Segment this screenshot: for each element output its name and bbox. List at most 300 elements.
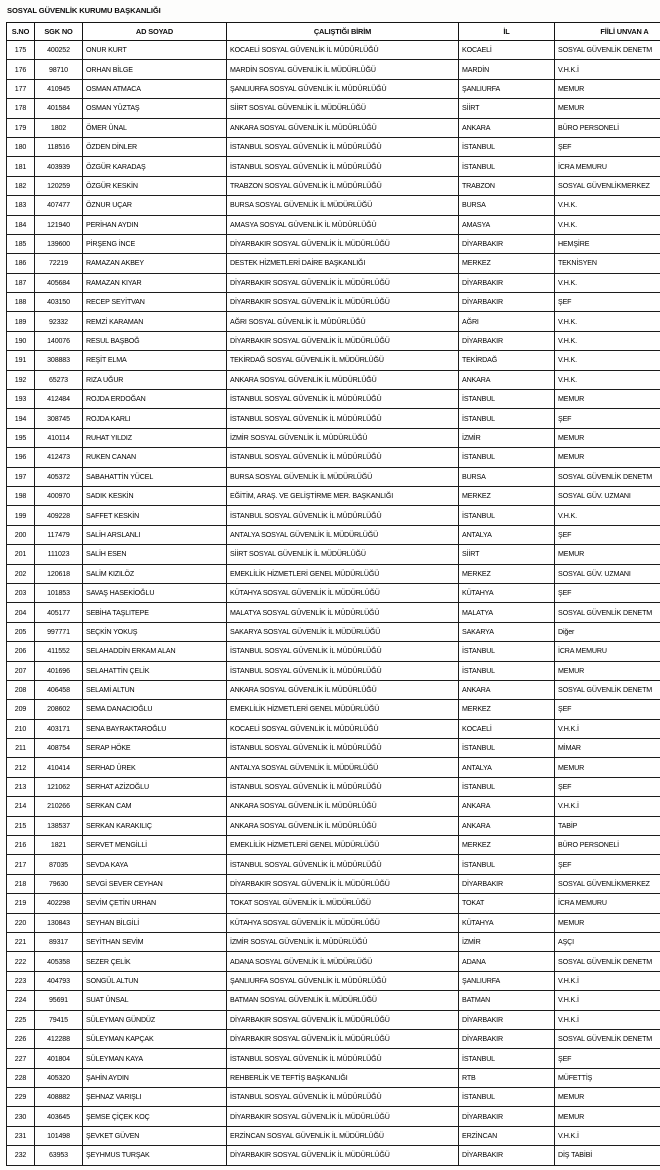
cell-ad-soyad: SÜLEYMAN KAYA bbox=[83, 1049, 227, 1068]
cell-fiili-unvan: BÜRO PERSONELİ bbox=[555, 118, 660, 137]
cell-ad-soyad: SEZER ÇELİK bbox=[83, 952, 227, 971]
cell-ad-soyad: RECEP SEYİTVAN bbox=[83, 293, 227, 312]
column-header-ad-soyad: AD SOYAD bbox=[83, 23, 227, 41]
cell-sno: 188 bbox=[7, 293, 35, 312]
cell-calistigi-birim: AMASYA SOSYAL GÜVENLİK İL MÜDÜRLÜĞÜ bbox=[227, 215, 459, 234]
cell-sgk-no: 210266 bbox=[35, 797, 83, 816]
cell-sgk-no: 403939 bbox=[35, 157, 83, 176]
table-row bbox=[7, 312, 660, 331]
cell-calistigi-birim: TEKİRDAĞ SOSYAL GÜVENLİK İL MÜDÜRLÜĞÜ bbox=[227, 351, 459, 370]
cell-calistigi-birim: ADANA SOSYAL GÜVENLİK İL MÜDÜRLÜĞÜ bbox=[227, 952, 459, 971]
cell-sgk-no: 401804 bbox=[35, 1049, 83, 1068]
cell-calistigi-birim: TRABZON SOSYAL GÜVENLİK İL MÜDÜRLÜĞÜ bbox=[227, 176, 459, 195]
cell-fiili-unvan: V.H.K. bbox=[555, 331, 660, 350]
cell-calistigi-birim: KÜTAHYA SOSYAL GÜVENLİK İL MÜDÜRLÜĞÜ bbox=[227, 913, 459, 932]
table-row bbox=[7, 79, 660, 98]
cell-calistigi-birim: TOKAT SOSYAL GÜVENLİK İL MÜDÜRLÜĞÜ bbox=[227, 894, 459, 913]
cell-calistigi-birim: İSTANBUL SOSYAL GÜVENLİK İL MÜDÜRLÜĞÜ bbox=[227, 390, 459, 409]
cell-fiili-unvan: V.H.K.İ bbox=[555, 719, 660, 738]
cell-calistigi-birim: DESTEK HİZMETLERİ DAİRE BAŞKANLIĞI bbox=[227, 254, 459, 273]
cell-calistigi-birim: İSTANBUL SOSYAL GÜVENLİK İL MÜDÜRLÜĞÜ bbox=[227, 157, 459, 176]
cell-calistigi-birim: DİYARBAKIR SOSYAL GÜVENLİK İL MÜDÜRLÜĞÜ bbox=[227, 1107, 459, 1126]
cell-ad-soyad: SERHAT AZİZOĞLU bbox=[83, 777, 227, 796]
cell-sno: 215 bbox=[7, 816, 35, 835]
cell-ad-soyad: ŞEHNAZ VARIŞLI bbox=[83, 1088, 227, 1107]
cell-il: DİYARBAKIR bbox=[459, 331, 555, 350]
cell-ad-soyad: ŞEVKET GÜVEN bbox=[83, 1126, 227, 1145]
cell-il: İSTANBUL bbox=[459, 739, 555, 758]
cell-sno: 208 bbox=[7, 680, 35, 699]
cell-sno: 196 bbox=[7, 448, 35, 467]
cell-sgk-no: 101498 bbox=[35, 1126, 83, 1145]
cell-ad-soyad: SERHAD ÜREK bbox=[83, 758, 227, 777]
table-row bbox=[7, 525, 660, 544]
cell-fiili-unvan: Diğer bbox=[555, 622, 660, 641]
cell-calistigi-birim: BATMAN SOSYAL GÜVENLİK İL MÜDÜRLÜĞÜ bbox=[227, 991, 459, 1010]
cell-fiili-unvan: AŞÇI bbox=[555, 932, 660, 951]
table-row bbox=[7, 545, 660, 564]
cell-calistigi-birim: İSTANBUL SOSYAL GÜVENLİK İL MÜDÜRLÜĞÜ bbox=[227, 739, 459, 758]
cell-sno: 189 bbox=[7, 312, 35, 331]
cell-sno: 225 bbox=[7, 1010, 35, 1029]
cell-ad-soyad: SALİM KIZILÖZ bbox=[83, 564, 227, 583]
table-row bbox=[7, 836, 660, 855]
cell-ad-soyad: RIZA UĞUR bbox=[83, 370, 227, 389]
cell-sno: 216 bbox=[7, 836, 35, 855]
cell-ad-soyad: PİRŞENG İNCE bbox=[83, 234, 227, 253]
cell-ad-soyad: RUHAT YILDIZ bbox=[83, 428, 227, 447]
personnel-table-body bbox=[7, 41, 660, 1166]
cell-sno: 185 bbox=[7, 234, 35, 253]
cell-ad-soyad: ŞEMSE ÇİÇEK KOÇ bbox=[83, 1107, 227, 1126]
table-row bbox=[7, 816, 660, 835]
table-row bbox=[7, 176, 660, 195]
table-row bbox=[7, 855, 660, 874]
cell-calistigi-birim: İSTANBUL SOSYAL GÜVENLİK İL MÜDÜRLÜĞÜ bbox=[227, 1088, 459, 1107]
cell-sno: 179 bbox=[7, 118, 35, 137]
cell-sgk-no: 1821 bbox=[35, 836, 83, 855]
cell-il: TRABZON bbox=[459, 176, 555, 195]
cell-ad-soyad: SERKAN CAM bbox=[83, 797, 227, 816]
table-row bbox=[7, 991, 660, 1010]
cell-ad-soyad: SÜLEYMAN KAPÇAK bbox=[83, 1029, 227, 1048]
cell-ad-soyad: SEVGİ SEVER CEYHAN bbox=[83, 874, 227, 893]
cell-sno: 187 bbox=[7, 273, 35, 292]
table-row bbox=[7, 739, 660, 758]
cell-sgk-no: 308883 bbox=[35, 351, 83, 370]
cell-calistigi-birim: REHBERLİK VE TEFTİŞ BAŞKANLIĞI bbox=[227, 1068, 459, 1087]
cell-fiili-unvan: TEKNİSYEN bbox=[555, 254, 660, 273]
cell-il: İSTANBUL bbox=[459, 642, 555, 661]
cell-ad-soyad: SEÇKİN YOKUŞ bbox=[83, 622, 227, 641]
cell-il: MERKEZ bbox=[459, 564, 555, 583]
cell-ad-soyad: OSMAN ATMACA bbox=[83, 79, 227, 98]
cell-fiili-unvan: ŞEF bbox=[555, 525, 660, 544]
cell-sgk-no: 401696 bbox=[35, 661, 83, 680]
table-row bbox=[7, 331, 660, 350]
cell-sgk-no: 118516 bbox=[35, 137, 83, 156]
cell-sno: 178 bbox=[7, 99, 35, 118]
cell-sno: 223 bbox=[7, 971, 35, 990]
table-row bbox=[7, 273, 660, 292]
document-title: SOSYAL GÜVENLİK KURUMU BAŞKANLIĞI bbox=[7, 6, 161, 15]
cell-fiili-unvan: ŞEF bbox=[555, 293, 660, 312]
cell-il: ANKARA bbox=[459, 797, 555, 816]
cell-fiili-unvan: MEMUR bbox=[555, 758, 660, 777]
cell-sno: 211 bbox=[7, 739, 35, 758]
table-row bbox=[7, 583, 660, 602]
cell-fiili-unvan: MEMUR bbox=[555, 448, 660, 467]
cell-ad-soyad: ÖZGÜR KESKİN bbox=[83, 176, 227, 195]
cell-calistigi-birim: SİİRT SOSYAL GÜVENLİK İL MÜDÜRLÜĞÜ bbox=[227, 545, 459, 564]
column-header-sgk-no: SGK NO bbox=[35, 23, 83, 41]
cell-ad-soyad: SEYİTHAN SEVİM bbox=[83, 932, 227, 951]
cell-calistigi-birim: ERZİNCAN SOSYAL GÜVENLİK İL MÜDÜRLÜĞÜ bbox=[227, 1126, 459, 1145]
cell-calistigi-birim: DİYARBAKIR SOSYAL GÜVENLİK İL MÜDÜRLÜĞÜ bbox=[227, 234, 459, 253]
cell-sno: 209 bbox=[7, 700, 35, 719]
cell-fiili-unvan: TABİP bbox=[555, 816, 660, 835]
cell-fiili-unvan: MEMUR bbox=[555, 661, 660, 680]
cell-sno: 217 bbox=[7, 855, 35, 874]
cell-sno: 183 bbox=[7, 196, 35, 215]
cell-fiili-unvan: SOSYAL GÜVENLİK DENETM bbox=[555, 1029, 660, 1048]
cell-sno: 195 bbox=[7, 428, 35, 447]
cell-il: ANKARA bbox=[459, 680, 555, 699]
table-row bbox=[7, 642, 660, 661]
column-header-calistigi-birim: ÇALIŞTIĞI BİRİM bbox=[227, 23, 459, 41]
cell-sno: 206 bbox=[7, 642, 35, 661]
cell-il: İSTANBUL bbox=[459, 661, 555, 680]
cell-sgk-no: 410945 bbox=[35, 79, 83, 98]
cell-il: İSTANBUL bbox=[459, 409, 555, 428]
cell-ad-soyad: RAMAZAN KIYAR bbox=[83, 273, 227, 292]
cell-fiili-unvan: V.H.K.İ bbox=[555, 971, 660, 990]
cell-ad-soyad: ÖZNUR UÇAR bbox=[83, 196, 227, 215]
cell-sgk-no: 87035 bbox=[35, 855, 83, 874]
table-row bbox=[7, 1010, 660, 1029]
cell-sno: 197 bbox=[7, 467, 35, 486]
cell-sno: 202 bbox=[7, 564, 35, 583]
cell-sgk-no: 400970 bbox=[35, 486, 83, 505]
cell-sno: 194 bbox=[7, 409, 35, 428]
cell-sno: 222 bbox=[7, 952, 35, 971]
cell-sgk-no: 95691 bbox=[35, 991, 83, 1010]
cell-ad-soyad: ÖMER ÜNAL bbox=[83, 118, 227, 137]
cell-fiili-unvan: V.H.K. bbox=[555, 506, 660, 525]
cell-sgk-no: 405684 bbox=[35, 273, 83, 292]
cell-calistigi-birim: DİYARBAKIR SOSYAL GÜVENLİK İL MÜDÜRLÜĞÜ bbox=[227, 331, 459, 350]
cell-calistigi-birim: İSTANBUL SOSYAL GÜVENLİK İL MÜDÜRLÜĞÜ bbox=[227, 855, 459, 874]
cell-calistigi-birim: İSTANBUL SOSYAL GÜVENLİK İL MÜDÜRLÜĞÜ bbox=[227, 137, 459, 156]
cell-sgk-no: 121940 bbox=[35, 215, 83, 234]
cell-sgk-no: 412484 bbox=[35, 390, 83, 409]
cell-il: MERKEZ bbox=[459, 486, 555, 505]
cell-fiili-unvan: İCRA MEMURU bbox=[555, 642, 660, 661]
cell-sno: 204 bbox=[7, 603, 35, 622]
table-row bbox=[7, 680, 660, 699]
table-row bbox=[7, 1029, 660, 1048]
table-row bbox=[7, 1126, 660, 1145]
cell-calistigi-birim: İSTANBUL SOSYAL GÜVENLİK İL MÜDÜRLÜĞÜ bbox=[227, 506, 459, 525]
cell-il: MERKEZ bbox=[459, 254, 555, 273]
personnel-table bbox=[6, 22, 660, 1166]
table-row bbox=[7, 196, 660, 215]
cell-calistigi-birim: DİYARBAKIR SOSYAL GÜVENLİK İL MÜDÜRLÜĞÜ bbox=[227, 1029, 459, 1048]
cell-sno: 213 bbox=[7, 777, 35, 796]
cell-calistigi-birim: ANTALYA SOSYAL GÜVENLİK İL MÜDÜRLÜĞÜ bbox=[227, 758, 459, 777]
cell-calistigi-birim: ANKARA SOSYAL GÜVENLİK İL MÜDÜRLÜĞÜ bbox=[227, 680, 459, 699]
cell-calistigi-birim: ANKARA SOSYAL GÜVENLİK İL MÜDÜRLÜĞÜ bbox=[227, 816, 459, 835]
cell-il: İSTANBUL bbox=[459, 855, 555, 874]
cell-ad-soyad: ŞEYHMUS TURŞAK bbox=[83, 1146, 227, 1165]
cell-sgk-no: 72219 bbox=[35, 254, 83, 273]
cell-il: İZMİR bbox=[459, 932, 555, 951]
cell-sgk-no: 120259 bbox=[35, 176, 83, 195]
cell-fiili-unvan: SOSYAL GÜVENLİK DENETM bbox=[555, 467, 660, 486]
cell-ad-soyad: SEVİM ÇETİN URHAN bbox=[83, 894, 227, 913]
cell-calistigi-birim: İSTANBUL SOSYAL GÜVENLİK İL MÜDÜRLÜĞÜ bbox=[227, 777, 459, 796]
cell-calistigi-birim: İSTANBUL SOSYAL GÜVENLİK İL MÜDÜRLÜĞÜ bbox=[227, 448, 459, 467]
cell-ad-soyad: REŞİT ELMA bbox=[83, 351, 227, 370]
cell-il: SİİRT bbox=[459, 545, 555, 564]
table-row bbox=[7, 1107, 660, 1126]
cell-sno: 224 bbox=[7, 991, 35, 1010]
cell-il: DİYARBAKIR bbox=[459, 1107, 555, 1126]
cell-ad-soyad: RESUL BAŞBOĞ bbox=[83, 331, 227, 350]
cell-il: DİYARBAKIR bbox=[459, 293, 555, 312]
cell-fiili-unvan: V.H.K. bbox=[555, 196, 660, 215]
cell-sgk-no: 1802 bbox=[35, 118, 83, 137]
cell-fiili-unvan: SOSYAL GÜVENLİK DENETM bbox=[555, 952, 660, 971]
cell-ad-soyad: SERAP HÖKE bbox=[83, 739, 227, 758]
table-row bbox=[7, 506, 660, 525]
cell-ad-soyad: SEBİHA TAŞLITEPE bbox=[83, 603, 227, 622]
cell-sgk-no: 402298 bbox=[35, 894, 83, 913]
table-row bbox=[7, 1088, 660, 1107]
cell-calistigi-birim: MALATYA SOSYAL GÜVENLİK İL MÜDÜRLÜĞÜ bbox=[227, 603, 459, 622]
cell-sgk-no: 405320 bbox=[35, 1068, 83, 1087]
cell-fiili-unvan: SOSYAL GÜVENLİK DENETM bbox=[555, 603, 660, 622]
cell-ad-soyad: SALİH ARSLANLI bbox=[83, 525, 227, 544]
cell-fiili-unvan: MİMAR bbox=[555, 739, 660, 758]
cell-il: DİYARBAKIR bbox=[459, 234, 555, 253]
cell-calistigi-birim: ŞANLIURFA SOSYAL GÜVENLİK İL MÜDÜRLÜĞÜ bbox=[227, 971, 459, 990]
cell-calistigi-birim: ANKARA SOSYAL GÜVENLİK İL MÜDÜRLÜĞÜ bbox=[227, 370, 459, 389]
cell-ad-soyad: ÖZDEN DİNLER bbox=[83, 137, 227, 156]
cell-calistigi-birim: EMEKLİLİK HİZMETLERİ GENEL MÜDÜRLÜĞÜ bbox=[227, 700, 459, 719]
cell-fiili-unvan: HEMŞİRE bbox=[555, 234, 660, 253]
cell-sno: 227 bbox=[7, 1049, 35, 1068]
cell-il: SAKARYA bbox=[459, 622, 555, 641]
cell-ad-soyad: SELAHADDİN ERKAM ALAN bbox=[83, 642, 227, 661]
cell-sno: 177 bbox=[7, 79, 35, 98]
cell-sgk-no: 98710 bbox=[35, 60, 83, 79]
cell-sgk-no: 400252 bbox=[35, 41, 83, 60]
cell-fiili-unvan: İCRA MEMURU bbox=[555, 894, 660, 913]
cell-fiili-unvan: V.H.K.İ bbox=[555, 1126, 660, 1145]
cell-calistigi-birim: ANTALYA SOSYAL GÜVENLİK İL MÜDÜRLÜĞÜ bbox=[227, 525, 459, 544]
cell-fiili-unvan: MEMUR bbox=[555, 913, 660, 932]
table-row bbox=[7, 118, 660, 137]
cell-calistigi-birim: DİYARBAKIR SOSYAL GÜVENLİK İL MÜDÜRLÜĞÜ bbox=[227, 293, 459, 312]
cell-sno: 212 bbox=[7, 758, 35, 777]
cell-calistigi-birim: KÜTAHYA SOSYAL GÜVENLİK İL MÜDÜRLÜĞÜ bbox=[227, 583, 459, 602]
table-row bbox=[7, 467, 660, 486]
cell-fiili-unvan: V.H.K.İ bbox=[555, 60, 660, 79]
cell-fiili-unvan: MEMUR bbox=[555, 1088, 660, 1107]
cell-calistigi-birim: İSTANBUL SOSYAL GÜVENLİK İL MÜDÜRLÜĞÜ bbox=[227, 642, 459, 661]
cell-ad-soyad: SERVET MENGİLLİ bbox=[83, 836, 227, 855]
cell-il: İSTANBUL bbox=[459, 1088, 555, 1107]
cell-sgk-no: 410114 bbox=[35, 428, 83, 447]
cell-fiili-unvan: V.H.K. bbox=[555, 215, 660, 234]
cell-calistigi-birim: ANKARA SOSYAL GÜVENLİK İL MÜDÜRLÜĞÜ bbox=[227, 797, 459, 816]
cell-fiili-unvan: SOSYAL GÜV. UZMANI bbox=[555, 564, 660, 583]
cell-il: RTB bbox=[459, 1068, 555, 1087]
cell-fiili-unvan: V.H.K.İ bbox=[555, 797, 660, 816]
cell-ad-soyad: SAFFET KESKİN bbox=[83, 506, 227, 525]
cell-il: İSTANBUL bbox=[459, 390, 555, 409]
cell-ad-soyad: SEMA DANACIOĞLU bbox=[83, 700, 227, 719]
cell-il: ERZİNCAN bbox=[459, 1126, 555, 1145]
cell-sgk-no: 405372 bbox=[35, 467, 83, 486]
cell-sgk-no: 405177 bbox=[35, 603, 83, 622]
cell-sno: 201 bbox=[7, 545, 35, 564]
cell-il: BURSA bbox=[459, 467, 555, 486]
cell-il: KOCAELİ bbox=[459, 719, 555, 738]
table-row bbox=[7, 913, 660, 932]
cell-ad-soyad: SEVDA KAYA bbox=[83, 855, 227, 874]
cell-fiili-unvan: V.H.K. bbox=[555, 273, 660, 292]
cell-ad-soyad: SUAT ÜNSAL bbox=[83, 991, 227, 1010]
table-row bbox=[7, 932, 660, 951]
table-row bbox=[7, 758, 660, 777]
cell-ad-soyad: SENA BAYRAKTAROĞLU bbox=[83, 719, 227, 738]
cell-fiili-unvan: SOSYAL GÜVENLİK DENETM bbox=[555, 41, 660, 60]
cell-sno: 199 bbox=[7, 506, 35, 525]
cell-sno: 231 bbox=[7, 1126, 35, 1145]
table-row bbox=[7, 234, 660, 253]
table-row bbox=[7, 777, 660, 796]
cell-il: ŞANLIURFA bbox=[459, 79, 555, 98]
table-row bbox=[7, 157, 660, 176]
cell-il: ANTALYA bbox=[459, 758, 555, 777]
table-row bbox=[7, 60, 660, 79]
cell-sno: 220 bbox=[7, 913, 35, 932]
table-row bbox=[7, 894, 660, 913]
cell-ad-soyad: ONUR KURT bbox=[83, 41, 227, 60]
cell-sno: 230 bbox=[7, 1107, 35, 1126]
cell-calistigi-birim: İZMİR SOSYAL GÜVENLİK İL MÜDÜRLÜĞÜ bbox=[227, 428, 459, 447]
column-header-fiili-unvan: FİİLİ UNVAN A bbox=[555, 23, 660, 41]
table-row bbox=[7, 971, 660, 990]
table-row bbox=[7, 486, 660, 505]
cell-sgk-no: 408754 bbox=[35, 739, 83, 758]
cell-sno: 190 bbox=[7, 331, 35, 350]
cell-calistigi-birim: ŞANLIURFA SOSYAL GÜVENLİK İL MÜDÜRLÜĞÜ bbox=[227, 79, 459, 98]
cell-sno: 198 bbox=[7, 486, 35, 505]
cell-calistigi-birim: İZMİR SOSYAL GÜVENLİK İL MÜDÜRLÜĞÜ bbox=[227, 932, 459, 951]
cell-sgk-no: 408882 bbox=[35, 1088, 83, 1107]
cell-fiili-unvan: SOSYAL GÜV. UZMANI bbox=[555, 486, 660, 505]
cell-ad-soyad: SONGÜL ALTUN bbox=[83, 971, 227, 990]
cell-il: ANKARA bbox=[459, 816, 555, 835]
cell-fiili-unvan: MEMUR bbox=[555, 428, 660, 447]
cell-sgk-no: 412288 bbox=[35, 1029, 83, 1048]
cell-sno: 186 bbox=[7, 254, 35, 273]
cell-il: KÜTAHYA bbox=[459, 913, 555, 932]
cell-fiili-unvan: MEMUR bbox=[555, 1107, 660, 1126]
cell-il: DİYARBAKIR bbox=[459, 1146, 555, 1165]
cell-sgk-no: 403171 bbox=[35, 719, 83, 738]
cell-sgk-no: 997771 bbox=[35, 622, 83, 641]
cell-sno: 192 bbox=[7, 370, 35, 389]
table-row bbox=[7, 137, 660, 156]
cell-sgk-no: 409228 bbox=[35, 506, 83, 525]
cell-calistigi-birim: KOCAELİ SOSYAL GÜVENLİK İL MÜDÜRLÜĞÜ bbox=[227, 719, 459, 738]
cell-calistigi-birim: EMEKLİLİK HİZMETLERİ GENEL MÜDÜRLÜĞÜ bbox=[227, 836, 459, 855]
cell-sno: 191 bbox=[7, 351, 35, 370]
cell-sgk-no: 403150 bbox=[35, 293, 83, 312]
cell-sno: 214 bbox=[7, 797, 35, 816]
cell-il: ADANA bbox=[459, 952, 555, 971]
cell-sgk-no: 406458 bbox=[35, 680, 83, 699]
cell-sno: 219 bbox=[7, 894, 35, 913]
cell-sno: 210 bbox=[7, 719, 35, 738]
table-row bbox=[7, 1049, 660, 1068]
cell-sgk-no: 89317 bbox=[35, 932, 83, 951]
cell-sgk-no: 92332 bbox=[35, 312, 83, 331]
cell-il: ANKARA bbox=[459, 118, 555, 137]
cell-il: DİYARBAKIR bbox=[459, 1010, 555, 1029]
cell-fiili-unvan: SOSYAL GÜVENLİK DENETM bbox=[555, 680, 660, 699]
column-header-il: İL bbox=[459, 23, 555, 41]
table-row bbox=[7, 293, 660, 312]
cell-fiili-unvan: MEMUR bbox=[555, 79, 660, 98]
cell-sgk-no: 401584 bbox=[35, 99, 83, 118]
cell-sno: 221 bbox=[7, 932, 35, 951]
cell-ad-soyad: SEYHAN BİLGİLİ bbox=[83, 913, 227, 932]
cell-fiili-unvan: MEMUR bbox=[555, 99, 660, 118]
table-row bbox=[7, 661, 660, 680]
cell-il: ANKARA bbox=[459, 370, 555, 389]
cell-sno: 181 bbox=[7, 157, 35, 176]
column-header-sno: S.NO bbox=[7, 23, 35, 41]
table-row bbox=[7, 99, 660, 118]
cell-ad-soyad: SADIK KESKİN bbox=[83, 486, 227, 505]
cell-fiili-unvan: ŞEF bbox=[555, 583, 660, 602]
cell-fiili-unvan: ŞEF bbox=[555, 137, 660, 156]
cell-sno: 193 bbox=[7, 390, 35, 409]
table-row bbox=[7, 41, 660, 60]
cell-il: İSTANBUL bbox=[459, 137, 555, 156]
cell-sgk-no: 79415 bbox=[35, 1010, 83, 1029]
cell-il: İSTANBUL bbox=[459, 1049, 555, 1068]
cell-sgk-no: 308745 bbox=[35, 409, 83, 428]
cell-calistigi-birim: DİYARBAKIR SOSYAL GÜVENLİK İL MÜDÜRLÜĞÜ bbox=[227, 874, 459, 893]
cell-sno: 229 bbox=[7, 1088, 35, 1107]
cell-il: ANTALYA bbox=[459, 525, 555, 544]
cell-sgk-no: 79630 bbox=[35, 874, 83, 893]
table-row bbox=[7, 448, 660, 467]
cell-sgk-no: 101853 bbox=[35, 583, 83, 602]
cell-calistigi-birim: DİYARBAKIR SOSYAL GÜVENLİK İL MÜDÜRLÜĞÜ bbox=[227, 273, 459, 292]
cell-il: İSTANBUL bbox=[459, 157, 555, 176]
cell-sgk-no: 403645 bbox=[35, 1107, 83, 1126]
cell-fiili-unvan: DİŞ TABİBİ bbox=[555, 1146, 660, 1165]
cell-sno: 175 bbox=[7, 41, 35, 60]
cell-il: DİYARBAKIR bbox=[459, 273, 555, 292]
